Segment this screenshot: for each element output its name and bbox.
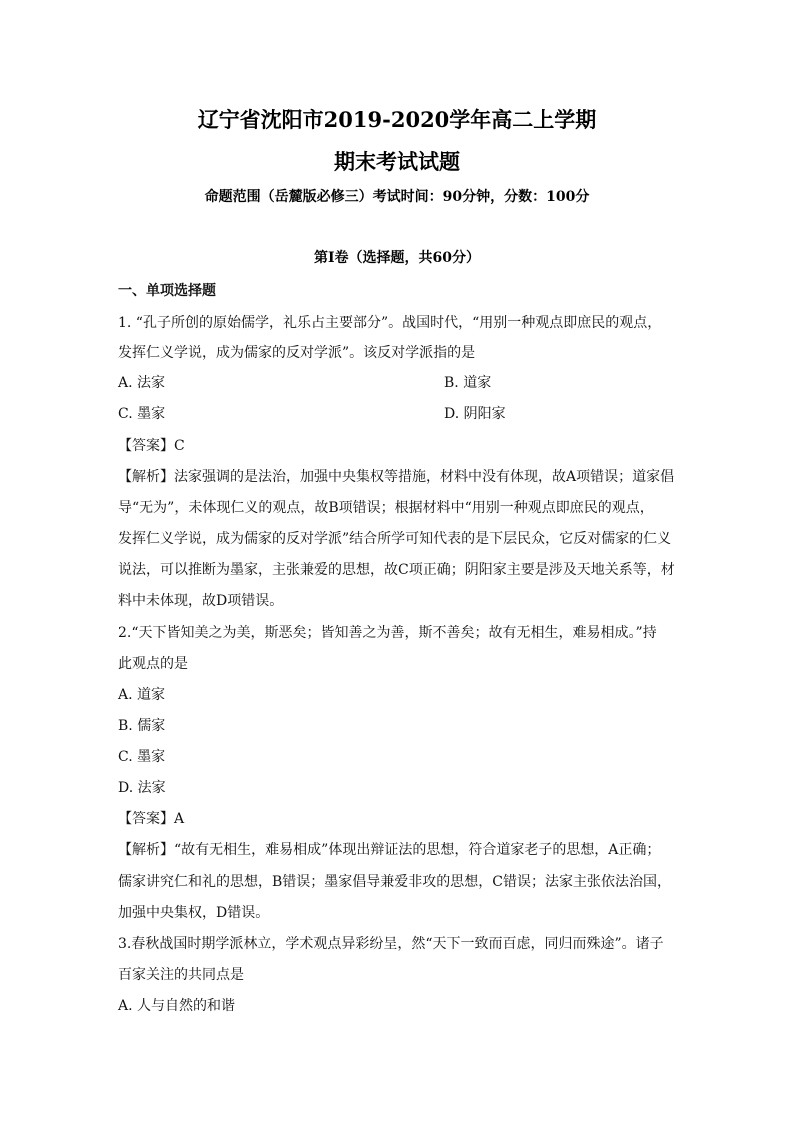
question-2-answer: 【答案】A xyxy=(118,811,185,827)
question-1-option-a: A. 法家 xyxy=(118,375,166,391)
question-2-option-a: A. 道家 xyxy=(118,687,166,703)
question-2-stem-line-1: 2.“天下皆知美之为美，斯恶矣；皆知善之为善，斯不善矣；故有无相生，难易相成。”持 xyxy=(118,625,657,641)
question-2-analysis-line-3: 加强中央集权，D错误。 xyxy=(118,905,270,921)
question-2-option-c: C. 墨家 xyxy=(118,749,166,765)
question-1-analysis-line-5: 料中未体现，故D项错误。 xyxy=(118,593,284,609)
exam-info: 命题范围（岳麓版必修三）考试时间：90分钟，分数：100分 xyxy=(204,189,590,205)
question-1-option-d: D. 阴阳家 xyxy=(444,406,506,422)
part-title: 一、单项选择题 xyxy=(118,283,216,299)
question-2-analysis-line-2: 儒家讲究仁和礼的思想，B错误；墨家倡导兼爱非攻的思想，C错误；法家主张依法治国， xyxy=(118,874,671,890)
document-title: 辽宁省沈阳市2019-2020学年高二上学期 xyxy=(197,107,597,132)
section-title: 第Ⅰ卷（选择题，共60分） xyxy=(313,250,481,266)
question-1-analysis-line-3: 发挥仁义学说，成为儒家的反对学派”结合所学可知代表的是下层民众，它反对儒家的仁义 xyxy=(118,531,672,547)
question-2-analysis-line-1: 【解析】“故有无相生，难易相成”体现出辩证法的思想，符合道家老子的思想，A正确； xyxy=(118,842,661,858)
question-1-stem-line-2: 发挥仁义学说，成为儒家的反对学派”。该反对学派指的是 xyxy=(118,345,476,361)
question-1-analysis-line-4: 说法，可以推断为墨家，主张兼爱的思想，故C项正确；阴阳家主要是涉及天地关系等，材 xyxy=(118,562,675,578)
question-3-stem-line-2: 百家关注的共同点是 xyxy=(118,967,244,983)
question-1-option-c: C. 墨家 xyxy=(118,406,166,422)
question-1-analysis-line-2: 导“无为”，未体现仁义的观点，故B项错误；根据材料中“用别一种观点即庶民的观点， xyxy=(118,500,654,516)
question-3-stem-line-1: 3.春秋战国时期学派林立，学术观点异彩纷呈，然“天下一致而百虑，同归而殊途”。诸子 xyxy=(118,936,664,952)
question-2-option-b: B. 儒家 xyxy=(118,718,166,734)
question-3-option-a: A. 人与自然的和谐 xyxy=(118,998,236,1014)
question-2-option-d: D. 法家 xyxy=(118,780,166,796)
document-subtitle-title: 期末考试试题 xyxy=(334,149,460,174)
question-1-option-b: B. 道家 xyxy=(444,375,492,391)
question-1-answer: 【答案】C xyxy=(118,438,185,454)
question-1-stem-line-1: 1. “孔子所创的原始儒学，礼乐占主要部分”。战国时代，“用别一种观点即庶民的观点， xyxy=(118,315,662,331)
question-1-analysis-line-1: 【解析】法家强调的是法治，加强中央集权等措施，材料中没有体现，故A项错误；道家倡 xyxy=(118,469,675,485)
question-2-stem-line-2: 此观点的是 xyxy=(118,656,188,672)
